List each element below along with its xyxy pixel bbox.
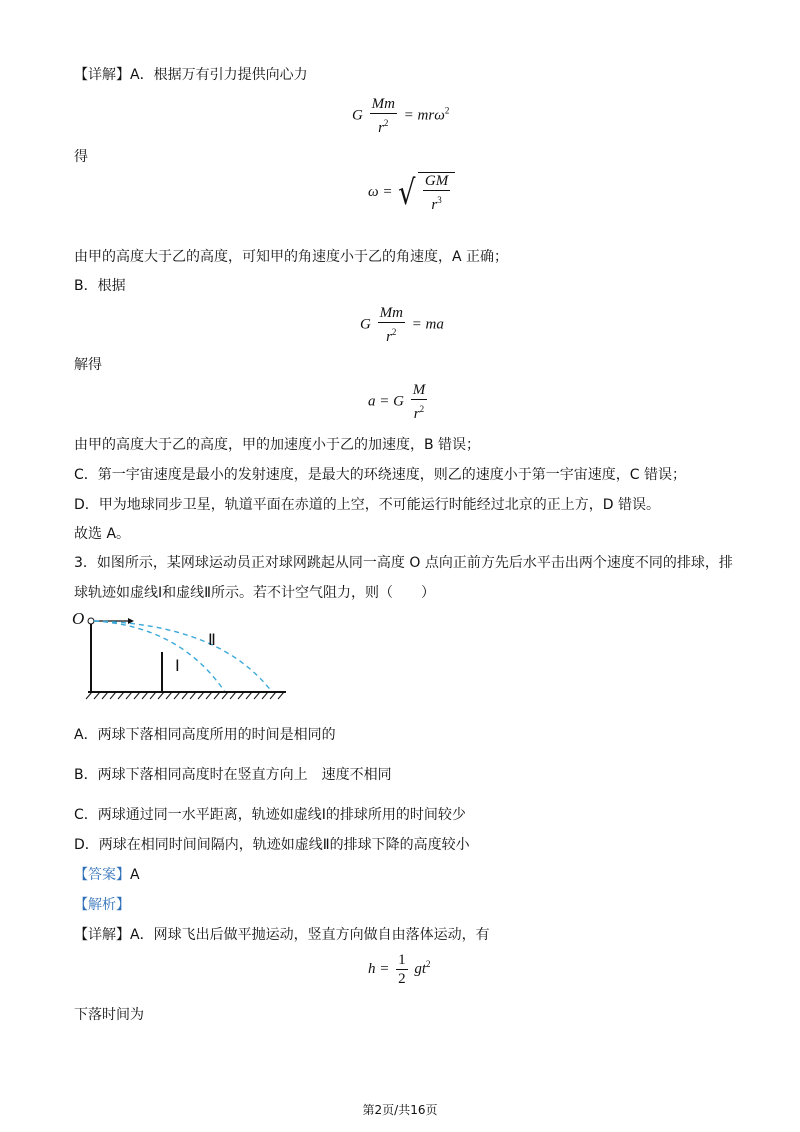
eq5-rhs-exp: 2: [426, 958, 431, 969]
eq4-den: r: [413, 406, 420, 422]
option-a: A．两球下落相同高度所用的时间是相同的: [74, 727, 336, 743]
detail-line-a: 【详解】A．网球飞出后做平抛运动，竖直方向做自由落体运动，有: [74, 927, 490, 943]
eq3-num: Mm: [379, 305, 403, 321]
trajectory-curve-2: [94, 621, 272, 692]
ground-hatching: [86, 692, 284, 699]
eq1-g: G: [352, 107, 363, 124]
text-jiede: 解得: [74, 357, 102, 373]
eq2-lhs: ω =: [368, 183, 393, 200]
point-o-label: O: [72, 609, 85, 628]
equation-4: [368, 382, 430, 422]
equation-5: [368, 952, 431, 987]
eq4-lhs: a = G: [368, 393, 404, 410]
fall-time-line: 下落时间为: [74, 1007, 144, 1023]
question-3-line-2: 球轨迹如虚线Ⅰ和虚线Ⅱ所示。若不计空气阻力，则（ ）: [74, 585, 436, 601]
eq1-num: Mm: [371, 96, 395, 112]
question-3-line-1: 3．如图所示，某网球运动员正对球网跳起从同一高度 O 点向正前方先后水平击出两个速度不同的排球，排: [74, 555, 733, 571]
option-b: B．两球下落相同高度时在竖直方向上 速度不相同: [74, 767, 392, 783]
eq1-den-exp: 2: [383, 118, 389, 128]
trajectory-curve-1: [94, 621, 225, 692]
analysis-tag: 【解析】: [74, 897, 130, 913]
eq2-den: r: [431, 197, 438, 213]
sqrt-symbol: √ $\frac{GM}{r^3}$: [396, 172, 455, 213]
detail-line-7: C．第一宇宙速度是最小的发射速度，是最大的环绕速度，则乙的速度小于第一宇宙速度，C 错误；: [74, 467, 686, 483]
eq5-lhs: h =: [368, 960, 390, 977]
equation-1: [352, 96, 449, 136]
point-o: [88, 618, 94, 624]
eq2-den-exp: 3: [437, 195, 442, 205]
text-de: 得: [74, 149, 88, 165]
detail-line-4: B．根据: [74, 278, 126, 294]
eq3-den: r: [386, 329, 392, 345]
eq1-fraction: [370, 96, 397, 136]
detail-line-9: 故选 A。: [74, 526, 131, 542]
eq1-rhs-exp: 2: [444, 105, 450, 116]
answer-line: [74, 864, 140, 884]
eq5-fraction: [396, 952, 408, 987]
equation-3: [360, 305, 444, 345]
answer-tag: 【答案】: [74, 867, 130, 883]
equation-2: [368, 172, 455, 213]
detail-line-6: 由甲的高度大于乙的高度，甲的加速度小于乙的加速度，B 错误；: [74, 437, 481, 453]
eq5-den: 2: [398, 971, 406, 987]
detail-line-1: 【详解】A．根据万有引力提供向心力: [74, 67, 308, 83]
eq2-num: GM: [424, 173, 449, 189]
option-c: C．两球通过同一水平距离，轨迹如虚线Ⅰ的排球所用的时间较少: [74, 807, 466, 823]
eq1-den: r: [378, 120, 384, 136]
trajectory-figure: [70, 604, 290, 700]
answer-value: A: [130, 867, 140, 883]
eq5-num: 1: [398, 952, 406, 968]
curve-1-label: Ⅰ: [175, 658, 180, 675]
option-d: D．两球在相同时间间隔内，轨迹如虚线Ⅱ的排球下降的高度较小: [74, 837, 470, 853]
eq3-rhs: = ma: [411, 316, 444, 333]
eq2-fraction: [423, 173, 450, 213]
eq5-rhs: gt: [414, 960, 427, 977]
eq4-fraction: [411, 382, 428, 422]
page-footer: 第2页/共16页: [362, 1103, 438, 1117]
eq3-fraction: [378, 305, 405, 345]
eq3-g: G: [360, 316, 371, 333]
detail-line-8: D．甲为地球同步卫星，轨道平面在赤道的上空，不可能运行时能经过北京的正上方，D 错误。: [74, 497, 661, 513]
curve-2-label: Ⅱ: [208, 632, 216, 649]
eq4-num: M: [412, 382, 426, 398]
eq4-den-exp: 2: [419, 404, 425, 414]
detail-line-3: 由甲的高度大于乙的高度，可知甲的角速度小于乙的角速度，A 正确；: [74, 249, 509, 265]
eq3-den-exp: 2: [391, 327, 397, 337]
eq1-rhs: = mrω: [403, 107, 445, 124]
